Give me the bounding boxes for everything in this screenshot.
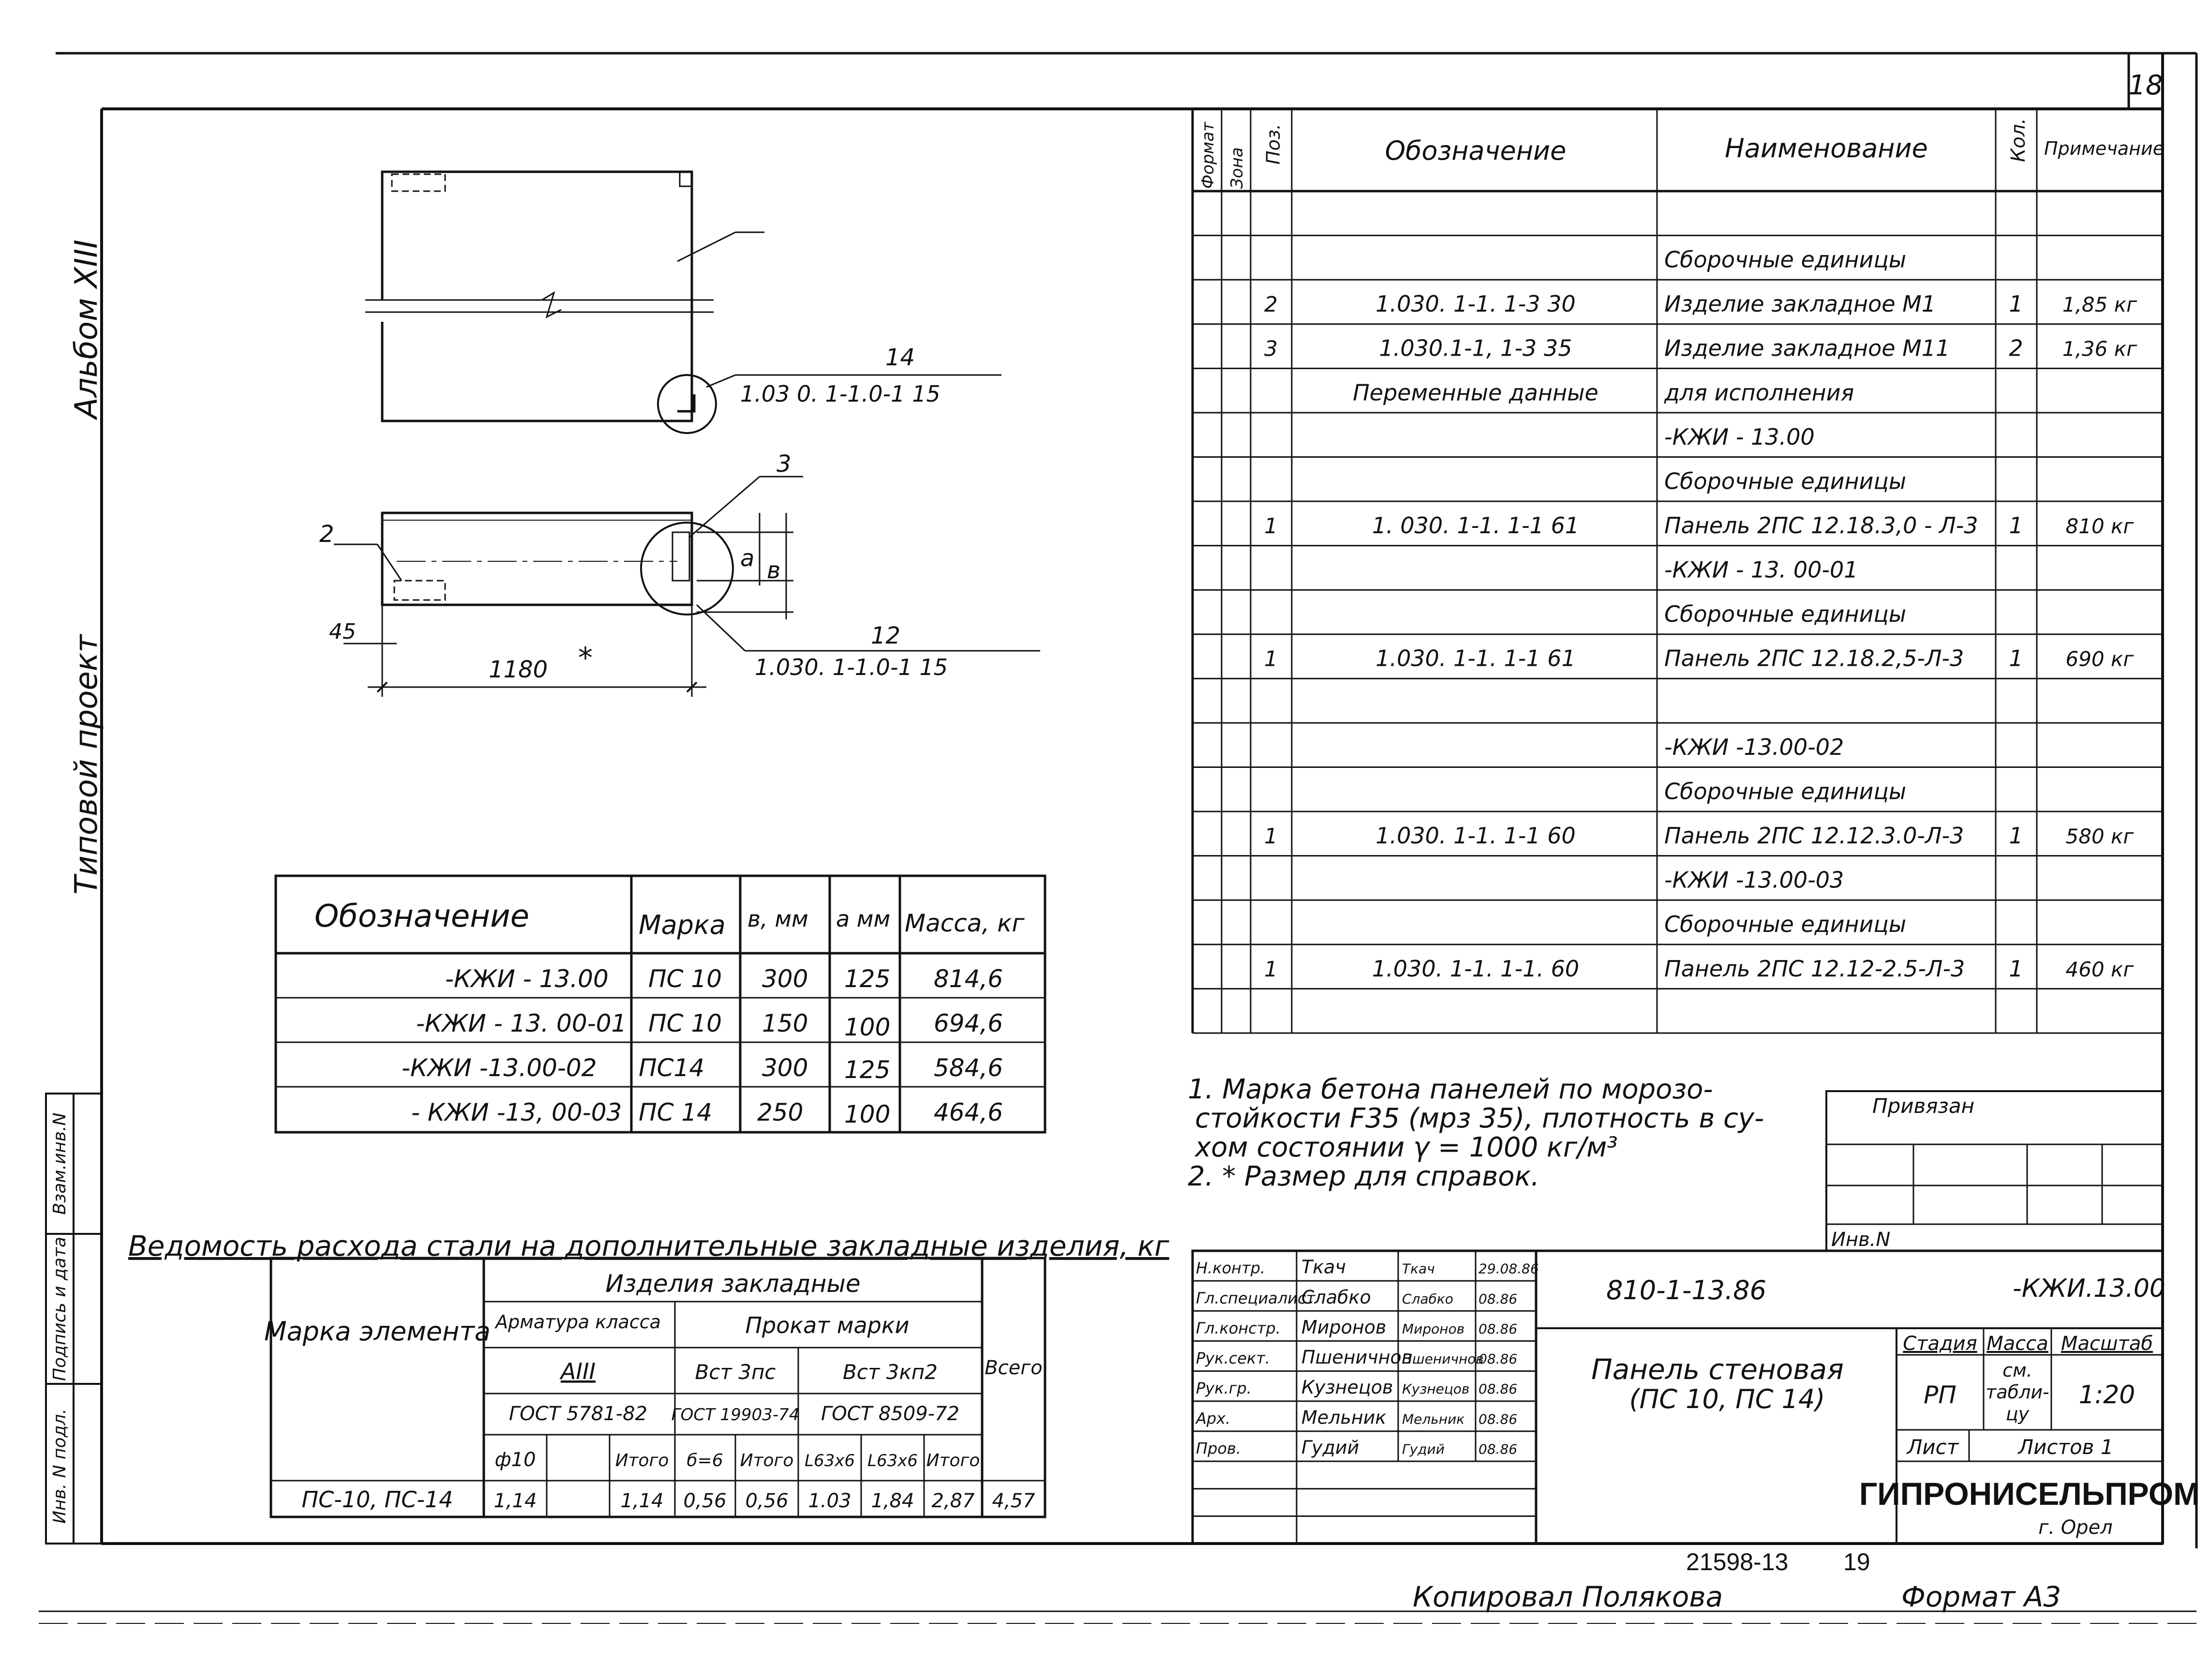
steel-sub-5: Итого [740,1451,794,1470]
spec-row-name: Сборочные единицы [1664,911,1907,938]
spec-row-name: -КЖИ -13.00-03 [1664,867,1844,893]
spec-row-name: -КЖИ - 13.00 [1664,423,1815,450]
title-block-name: Ткач [1301,1256,1346,1278]
spec-row-code: 1.030.1-1, 1-3 35 [1379,335,1572,361]
sheet-label: Лист [1907,1435,1959,1459]
variant-row-4-mark: ПС 14 [639,1098,713,1126]
title-block-role: Рук.сект. [1196,1349,1270,1368]
spec-row-pos: 1 [1264,824,1278,849]
section-pos-3: 3 [776,450,791,478]
steel-table-title: Ведомость расхода стали на дополнительные закладные изделия, кг [128,1230,1169,1262]
spec-row-name: Сборочные единицы [1664,246,1907,273]
title-block-name: Гудий [1301,1437,1359,1458]
spec-rows [1264,247,2137,982]
spec-row-pos: 1 [1264,513,1278,539]
spec-row-note: 460 кг [2065,957,2134,981]
steel-header-rolled: Прокат марки [745,1312,910,1338]
spec-header-note: Примечание [2044,138,2165,159]
spec-row-name: для исполнения [1664,379,1854,406]
title-block-rows [1193,1257,1539,1516]
spec-row-note: 580 кг [2065,825,2134,849]
variant-row-1-mark: ПС 10 [648,965,722,993]
steel-row-grand-total: 4,57 [992,1490,1035,1512]
spec-row-code: 1. 030. 1-1. 1-1 61 [1372,512,1580,539]
steel-row-f10: 1,14 [493,1490,537,1512]
spec-header-qty: Кол. [2007,118,2030,162]
steel-row-plate: 0,56 [683,1490,727,1512]
spec-row-name: Изделие закладное М1 [1664,291,1936,317]
spec-row-name: -КЖИ -13.00-02 [1664,734,1844,760]
note-line-1: 1. Марка бетона панелей по морозо- [1188,1074,1713,1105]
steel-header-items: Изделия закладные [605,1270,861,1298]
steel-header-st3ps: Вст 3пс [695,1360,776,1384]
dim-star: * [578,641,593,675]
title-block-name: Пшеничнов [1301,1347,1413,1368]
title-block-date: 08.86 [1478,1351,1518,1367]
dim-1180-label: 1180 [489,656,548,683]
spec-row-name: Изделие закладное М11 [1664,335,1950,361]
steel-row-angle-1: 1.03 [808,1490,851,1512]
variant-row-1-code: -КЖИ - 13.00 [445,965,609,993]
dim-45-label: 45 [329,619,356,644]
section-callout-ref: 1.030. 1-1.0-1 15 [755,654,948,680]
spec-row-qty: 1 [2009,512,2023,539]
title-block-signature: Ткач [1402,1260,1435,1277]
dim-a-label: a [740,545,755,572]
steel-row-angle-2: 1,84 [871,1490,914,1512]
section-pos-2: 2 [319,521,334,548]
note-line-4: 2. * Размер для справок. [1188,1161,1540,1192]
title-block-role: Арх. [1196,1409,1231,1428]
spec-row-code: 1.030. 1-1. 1-1 61 [1375,645,1576,672]
copied-by: Копировал Полякова [1413,1580,1723,1613]
steel-header-total: Всего [985,1357,1043,1379]
spec-row-note: 1,85 кг [2062,293,2137,317]
variant-row-4-a: 100 [844,1100,891,1128]
mass-value-3: цу [2005,1403,2030,1425]
title-block-role: Рук.гр. [1196,1379,1252,1398]
stamp-signature-date: Подпись и дата [50,1236,70,1381]
mass-value-1: см. [2002,1360,2032,1381]
page-number: 18 [2128,70,2163,101]
spec-row-name: Панель 2ПС 12.18.3,0 - Л-3 [1664,512,1978,539]
scale-header: Масштаб [2061,1333,2153,1355]
steel-sub-4: б=6 [687,1451,723,1470]
variant-row-1-a: 125 [844,965,891,993]
variant-row-3-code: -КЖИ -13.00-02 [402,1054,597,1082]
steel-row-rebar-total: 1,14 [620,1490,664,1512]
title-block-date: 08.86 [1478,1411,1518,1427]
variants-header-designation: Обозначение [314,899,530,934]
variant-row-4-mass: 464,6 [934,1098,1003,1126]
spec-row-qty: 1 [2009,645,2023,672]
stage-header: Стадия [1903,1333,1977,1355]
title-block-date: 08.86 [1478,1290,1518,1307]
variant-row-1-mass: 814,6 [934,965,1003,993]
archive-number: 21598-13 [1686,1548,1789,1575]
sheets-label: Листов 1 [2018,1435,2114,1459]
spec-row-name: Сборочные единицы [1664,778,1907,805]
spec-header-zone: Зона [1227,147,1247,189]
title-block-signature: Кузнецов [1402,1381,1470,1397]
variants-header-mark: Марка [639,910,726,940]
organization-name: ГИПРОНИСЕЛЬПРОМ [1859,1476,2200,1512]
spec-row-name: -КЖИ - 13. 00-01 [1664,556,1858,583]
spec-header-designation: Обозначение [1385,135,1567,166]
section-callout-pos: 12 [871,622,901,649]
album-label: Альбом XIII [69,239,105,419]
title-block-name: Кузнецов [1301,1377,1393,1398]
variants-table-text [314,899,1025,1128]
mass-header: Масса [1986,1333,2048,1355]
variant-row-3-mark: ПС14 [639,1054,705,1082]
spec-row-name: Панель 2ПС 12.12-2.5-Л-3 [1664,955,1965,982]
steel-row-plate-total: 0,56 [745,1490,789,1512]
steel-header-gost1: ГОСТ 5781-82 [509,1403,647,1425]
scale-value: 1:20 [2078,1380,2135,1410]
title-block-signature: Миронов [1402,1320,1465,1337]
spec-row-qty: 2 [2009,335,2023,361]
spec-row-name: Панель 2ПС 12.12.3.0-Л-3 [1664,823,1964,849]
spec-row-qty: 1 [2009,823,2023,849]
variant-row-2-a: 100 [844,1013,891,1041]
title-block-role: Гл.констр. [1196,1319,1281,1337]
variant-row-3-a: 125 [844,1056,891,1084]
title-block-name: Слабко [1301,1286,1371,1308]
steel-sub-8: Итого [926,1451,980,1470]
spec-row-note: 810 кг [2065,514,2134,538]
mass-value-2: табли- [1986,1381,2049,1403]
variant-row-2-mark: ПС 10 [648,1009,722,1037]
privyazan-title: Привязан [1872,1094,1975,1118]
privyazan-inv: Инв.N [1831,1229,1891,1251]
spec-row-code: Переменные данные [1353,379,1598,406]
title-block-role: Н.контр. [1196,1259,1266,1277]
variant-row-1-b: 300 [762,965,808,993]
variant-row-2-mass: 694,6 [934,1009,1003,1037]
front-callout-pos: 14 [885,344,915,371]
archive-sheet: 19 [1843,1548,1870,1575]
steel-header-rebar: Арматура класса [495,1311,661,1333]
title-block-date: 08.86 [1478,1320,1518,1337]
spec-row-name: Сборочные единицы [1664,601,1907,628]
title-block-signature: Пшеничнов [1402,1351,1484,1367]
steel-sub-3: Итого [615,1451,669,1470]
variant-row-2-code: -КЖИ - 13. 00-01 [416,1009,627,1037]
steel-sub-6: L63х6 [805,1451,855,1470]
steel-row-mark: ПС-10, ПС-14 [301,1486,453,1513]
spec-header-pos: Поз. [1263,123,1284,165]
variant-row-2-b: 150 [762,1009,808,1037]
title-block-signature: Слабко [1402,1290,1453,1307]
spec-row-name: Сборочные единицы [1664,468,1907,495]
variant-row-4-code: - КЖИ -13, 00-03 [411,1098,622,1126]
spec-row-name: Панель 2ПС 12.18.2,5-Л-3 [1664,645,1964,672]
variants-header-b: в, мм [747,906,808,932]
spec-row-qty: 1 [2009,291,2023,317]
title-block-role: Пров. [1196,1439,1241,1458]
title-block-role: Гл.специалист [1196,1289,1315,1307]
spec-row-code: 1.030. 1-1. 1-3 30 [1375,291,1576,317]
spec-row-code: 1.030. 1-1. 1-1 60 [1375,823,1576,849]
dim-b-label: в [767,557,781,584]
variants-header-mass: Масса, кг [905,909,1025,937]
title-block-name: Миронов [1301,1316,1387,1338]
spec-row-code: 1.030. 1-1. 1-1. 60 [1372,955,1580,982]
organization-city: г. Орел [2038,1516,2113,1539]
spec-row-pos: 3 [1264,336,1278,361]
notes [1188,1074,1764,1192]
spec-row-qty: 1 [2009,955,2023,982]
sheet-format: Формат А3 [1901,1580,2061,1613]
steel-row-angle-total: 2,87 [931,1490,975,1512]
variant-row-3-mass: 584,6 [934,1054,1003,1082]
spec-row-note: 1,36 кг [2062,337,2137,361]
title-block-date: 08.86 [1478,1441,1518,1457]
spec-header-text [1198,118,2164,189]
stage-value: РП [1924,1381,1956,1409]
note-line-3: хом состоянии γ = 1000 кг/м³ [1195,1132,1618,1163]
spec-row-pos: 1 [1264,957,1278,982]
spec-row-pos: 1 [1264,646,1278,672]
spec-row-note: 690 кг [2065,647,2134,671]
front-callout-ref: 1.03 0. 1-1.0-1 15 [740,381,941,407]
variants-header-a: a мм [836,906,891,932]
doc-code: 810-1-13.86 [1606,1275,1766,1305]
note-line-2: стойкости F35 (мрз 35), плотность в су- [1195,1103,1764,1134]
steel-header-gost2: ГОСТ 19903-74 [671,1405,800,1425]
spec-header-format: Формат [1198,122,1218,189]
project-label: Типовой проект [69,634,105,895]
stamp-inv-podl: Инв. N подл. [50,1409,70,1524]
steel-header-gost3: ГОСТ 8509-72 [821,1403,959,1425]
product-name-variants: (ПС 10, ПС 14) [1629,1384,1825,1414]
variant-row-4-b: 250 [757,1098,804,1126]
title-block-date: 29.08.86 [1478,1260,1539,1277]
title-block-signature: Мельник [1402,1411,1465,1427]
spec-row-pos: 2 [1264,292,1278,317]
steel-sub-7: L63х6 [867,1451,918,1470]
title-block-date: 08.86 [1478,1381,1518,1397]
steel-sub-1: ф10 [494,1449,536,1471]
title-block-name: Мельник [1301,1407,1387,1428]
steel-header-st3kp2: Вст 3кп2 [843,1360,938,1384]
doc-variant: -КЖИ.13.00 [2013,1274,2165,1303]
steel-table-text [264,1270,1043,1513]
steel-header-a3: АIII [560,1358,596,1384]
steel-header-mark: Марка элемента [264,1316,491,1347]
spec-header-name: Наименование [1725,133,1928,164]
title-block-signature: Гудий [1402,1441,1445,1457]
stamp-vzam-inv: Взам.инв.N [50,1112,70,1215]
variant-row-3-b: 300 [762,1054,808,1082]
product-name: Панель стеновая [1591,1353,1844,1386]
